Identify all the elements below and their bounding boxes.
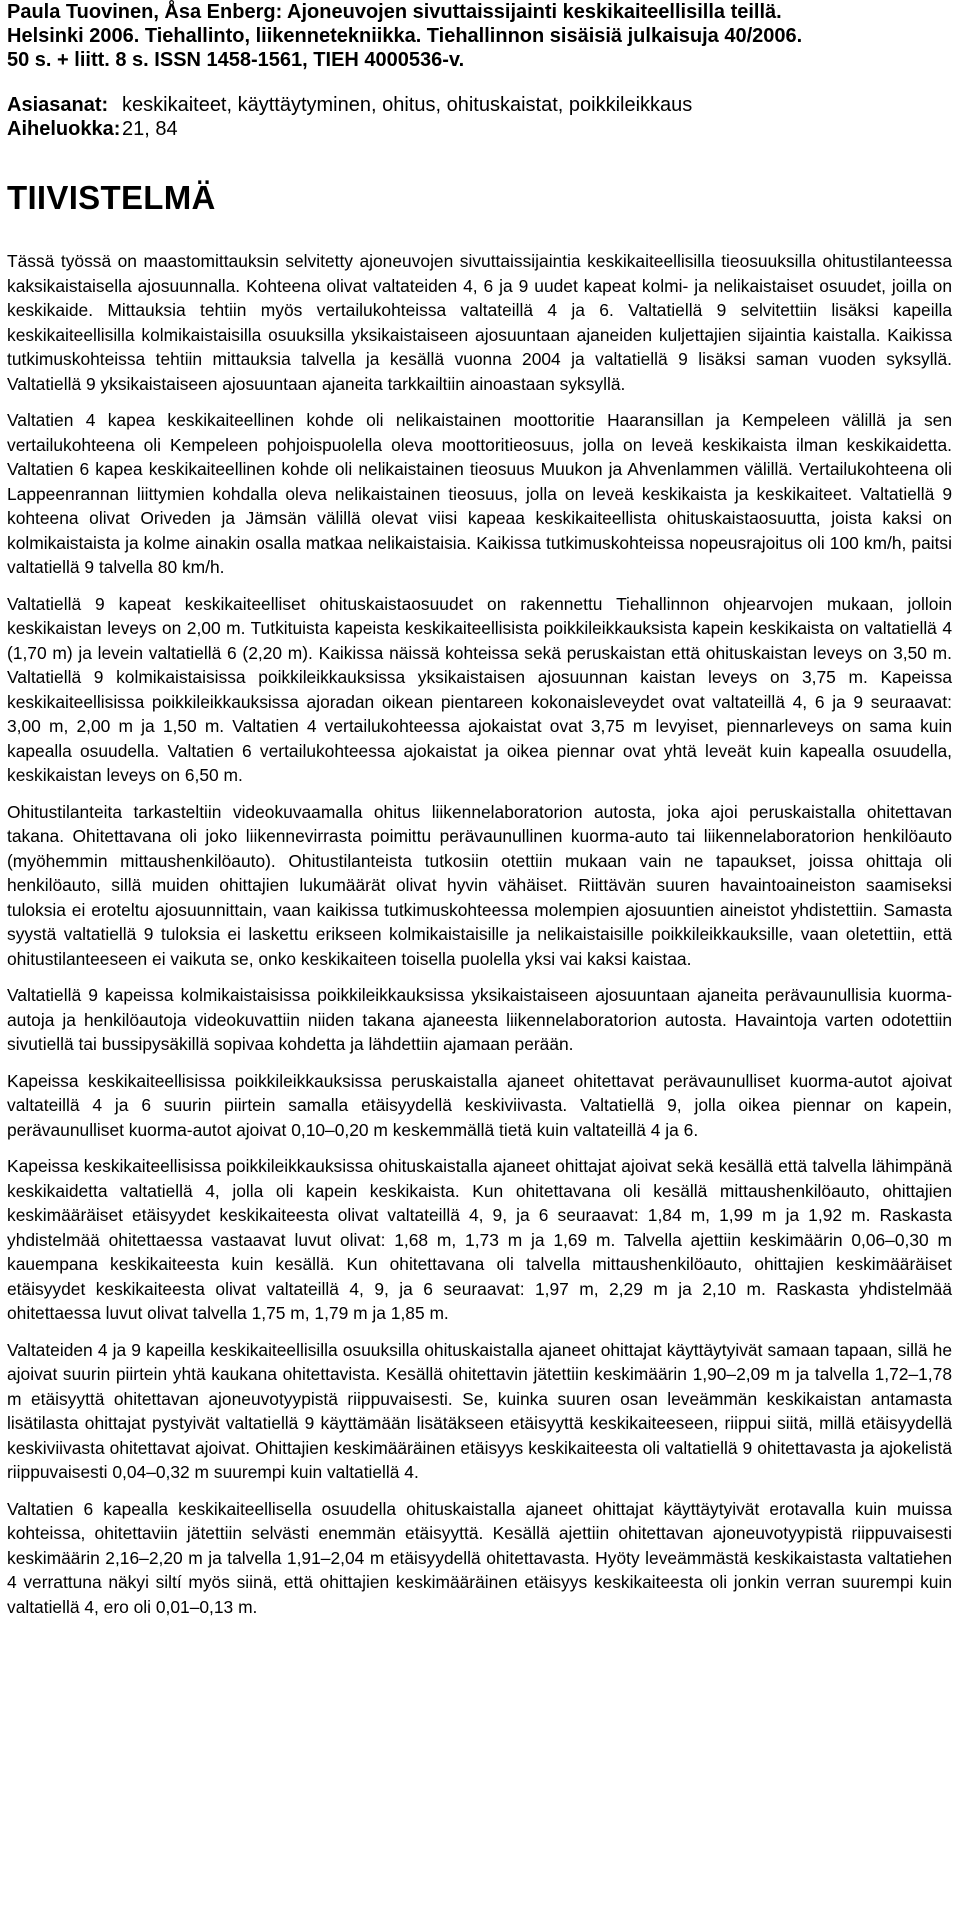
bibliography-line-3: 50 s. + liitt. 8 s. ISSN 1458-1561, TIEH 4000536-v. [7,49,465,71]
category-value: 21, 84 [122,118,178,140]
keywords-value: keskikaiteet, käyttäytyminen, ohitus, ohituskaistat, poikkileikkaus [122,94,693,116]
paragraph: Valtatien 4 kapea keskikaiteellinen kohde oli nelikaistainen moottoritie Haaransillan ja Kempeleen välillä ja sen vertailukohteena oli Kempeleen pohjoispuolella oleva moottoritieosuus, jolla on leveä keskikaista ilman keskikaidetta. Valtatien 6 kapea keskikaiteellinen kohde oli nelikaistainen tieosuus Muukon ja Ahvenlammen välillä. Vertailukohteena oli Lappeenrannan liittymien kohdalla oleva nelikaistainen tieosuus, jolla on leveä keskikaista ja keskikaiteet. Valtatiellä 9 kohteena olivat Oriveden ja Jämsän välillä olevat viisi kapeaa keskikaiteellista ohituskaistaosuutta, joista kaksi on kolmikaistaista ja kolme ainakin osalla matkaa nelikaistaisia. Kaikissa tutkimuskohteissa nopeusrajoitus oli 100 km/h, paitsi valtatiellä 9 talvella 80 km/h. [7,410,952,577]
paragraph: Tässä työssä on maastomittauksin selvitetty ajoneuvojen sivuttaissijaintia keskikaiteellisilla tieosuuksilla ohitustilanteessa kaksikaistaisella ajosuunnalla. Kohteena olivat valtateiden 4, 6 ja 9 uudet kapeat kolmi- ja nelikaistaiset osuudet, joilla on keskikaide. Mittauksia tehtiin myös vertailukohteissa valtateillä 4 ja 6. Valtatiellä 9 selvitettiin lisäksi kapeilla keskikaiteellisilla kolmikaistaisilla osuuksilla yksikaistaiseen ajosuuntaan ajaneiden kuljettajien sijaintia kaistalla. Kaikissa tutkimuskohteissa tehtiin mittauksia talvella ja kesällä vuonna 2004 ja valtatiellä 9 lisäksi saman vuoden syksyllä. Valtatiellä 9 yksikaistaiseen ajosuuntaan ajaneita tarkkailtiin ainoastaan syksyllä. [7,251,952,394]
keywords-row [7,93,952,117]
paragraph: Ohitustilanteita tarkasteltiin videokuvaamalla ohitus liikennelaboratorion autosta, joka ajoi peruskaistalla ohitettavan takana. Ohitettavana oli joko liikennevirrasta poimittu perävaunullinen kuorma-auto tai liikennelaboratorion henkilöauto (myöhemmin mittaushenkilöauto). Ohitustilanteista tutkosiin otettiin mukaan vain ne tapaukset, joissa ohittaja oli henkilöauto, sillä muiden ohittajien lukumäärät olivat hyvin vähäiset. Riittävän suuren havaintoaineiston saamiseksi tuloksia ei eroteltu ajosuunnittain, vaan kaikissa tutkimuskohteessa molempien ajosuuntien aineistot yhdistettiin. Samasta syystä valtatiellä 9 tuloksia ei laskettu erikseen kolmikaistaisille ja nelikaistaisille poikkileikkauksille, vaan oletettiin, että ohitustilanteeseen ei vaikuta se, onko keskikaiteen toisella puolella yksi vai kaksi kaistaa. [7,801,952,969]
paragraph: Kapeissa keskikaiteellisissa poikkileikkauksissa peruskaistalla ajaneet ohitettavat perävaunulliset kuorma-autot ajoivat valtateillä 4 ja 6 suurin piirtein samalla etäisyydellä keskiviivasta. Valtatiellä 9, jolla oikea piennar on kapein, perävaunulliset kuorma-autot ajoivat 0,10–0,20 m keskemmällä tietä kuin valtateillä 4 ja 6. [7,1070,952,1140]
abstract-body [7,249,952,1619]
category-label: Aiheluokka: [7,118,121,140]
category-row [7,117,952,141]
bibliography-line-2: Helsinki 2006. Tiehallinto, liikennetekniikka. Tiehallinnon sisäisiä julkaisuja 40/2006. [7,25,803,47]
paragraph: Valtatien 6 kapealla keskikaiteellisella osuudella ohituskaistalla ajaneet ohittajat käyttäytyivät erotavalla kuin muissa kohteissa, ohitettaviin jätettiin selvästi enemmän etäisyyttä. Kesällä ajettiin ohitettavan ajoneuvotyypistä riippuvaisesti keskimäärin 2,16–2,20 m ja talvella 1,91–2,04 m etäisyydellä ohitettavasta. Hyöty leveämmästä keskikaistasta valtatiehen 4 verrattuna näkyi siltí myös siinä, että ohittajien keskimääräinen etäisyys keskikaiteesta oli jonkin verran suurempi kuin valtatiellä 4, ero oli 0,01–0,13 m. [7,1498,952,1617]
keywords-label: Asiasanat: [7,94,109,116]
abstract-heading: TIIVISTELMÄ [7,179,216,216]
paragraph: Valtateiden 4 ja 9 kapeilla keskikaiteellisilla osuuksilla ohituskaistalla ajaneet ohittajat käyttäytyivät samaan tapaan, sillä he ajoivat suurin piirtein yhtä kaukana ohitettavista. Kesällä ohitettavin jätettiin keskimäärin 1,90–2,09 m ja talvella 1,72–1,78 m etäisyyttä ohitettavan ajoneuvotyypistä riippuvaisesti. Se, kuinka suuren osan leveämmän keskikaistan antamasta lisätilasta ohittajat pystyivät valtatiellä 9 käyttämään lisätäkseen etäisyyttä keskikaiteeseen, riippui siitä, millä etäisyydellä keskiviivasta ohitettavat ajoivat. Ohittajien keskimääräinen etäisyys keskikaiteesta oli valtatiellä 9 ohitettavasta ja ajokelistä riippuvaisesti 0,04–0,32 m suurempi kuin valtatiellä 4. [7,1339,952,1482]
bibliography-line-1: Paula Tuovinen, Åsa Enberg: Ajoneuvojen sivuttaissijainti keskikaiteellisilla teillä. [7,1,782,23]
paragraph: Valtatiellä 9 kapeissa kolmikaistaisissa poikkileikkauksissa yksikaistaiseen ajosuuntaan ajaneita perävaunullisia kuorma-autoja ja henkilöautoja videokuvattiin niiden takana ajaneesta liikennelaboratorion autosta. Havaintoja varten odotettiin sivutiellä tai bussipysäkillä sopivaa kohdetta ja lähdettiin ajamaan perään. [7,985,952,1054]
bibliography [7,0,952,72]
metadata [7,93,952,141]
paragraph: Valtatiellä 9 kapeat keskikaiteelliset ohituskaistaosuudet on rakennettu Tiehallinnon ohjearvojen mukaan, jolloin keskikaistan leveys on 2,00 m. Tutkituista kapeista keskikaiteellisista poikkileikkauksista kapein keskikaista on valtatiellä 4 (1,70 m) ja levein valtatiellä 6 (2,20 m). Kaikissa näissä kohteissa sekä peruskaistan että ohituskaistan leveys on 3,50 m. Valtatiellä 9 kolmikaistaisissa poikkileikkauksissa yksikaistaisen ajosuunnan kaistan leveys on 3,75 m. Kapeissa keskikaiteellisissa poikkileikkauksissa ajoradan oikean pientareen kokonaisleveydet ovat valtateillä 4, 6 ja 9 seuraavat: 3,00 m, 2,00 m ja 1,50 m. Valtatien 4 vertailukohteessa ajokaistat ovat 3,75 m levyiset, piennarleveys on sama kuin kapealla osuudella. Valtatien 6 vertailukohteessa ajokaistat ja oikea piennar ovat yhtä leveät kuin kapealla osuudella, keskikaistan leveys on 6,50 m. [7,593,952,785]
paragraph: Kapeissa keskikaiteellisissa poikkileikkauksissa ohituskaistalla ajaneet ohittajat ajoivat sekä kesällä että talvella lähimpänä keskikaidetta valtatiellä 4, jolla oli kapein keskikaista. Kun ohitettavana oli kesällä mittaushenkilöauto, ohittajien keskimääräiset etäisyydet keskikaiteesta olivat valtateillä 4, 9, ja 6 seuraavat: 1,84 m, 1,99 m ja 1,92 m. Raskasta yhdistelmää ohitettaessa vastaavat luvut olivat: 1,68 m, 1,73 m ja 1,69 m. Talvella ajettiin keskimäärin 0,06–0,30 m kauempana keskikaiteesta kuin kesällä. Kun ohitettavana oli talvella mittaushenkilöauto, ohittajien keskimääräiset etäisyydet keskikaiteesta olivat valtateillä 4, 9, ja 6 seuraavat: 1,97 m, 2,29 m ja 2,10 m. Raskasta yhdistelmää ohitettaessa luvut olivat talvella 1,75 m, 1,79 m ja 1,85 m. [7,1156,952,1323]
